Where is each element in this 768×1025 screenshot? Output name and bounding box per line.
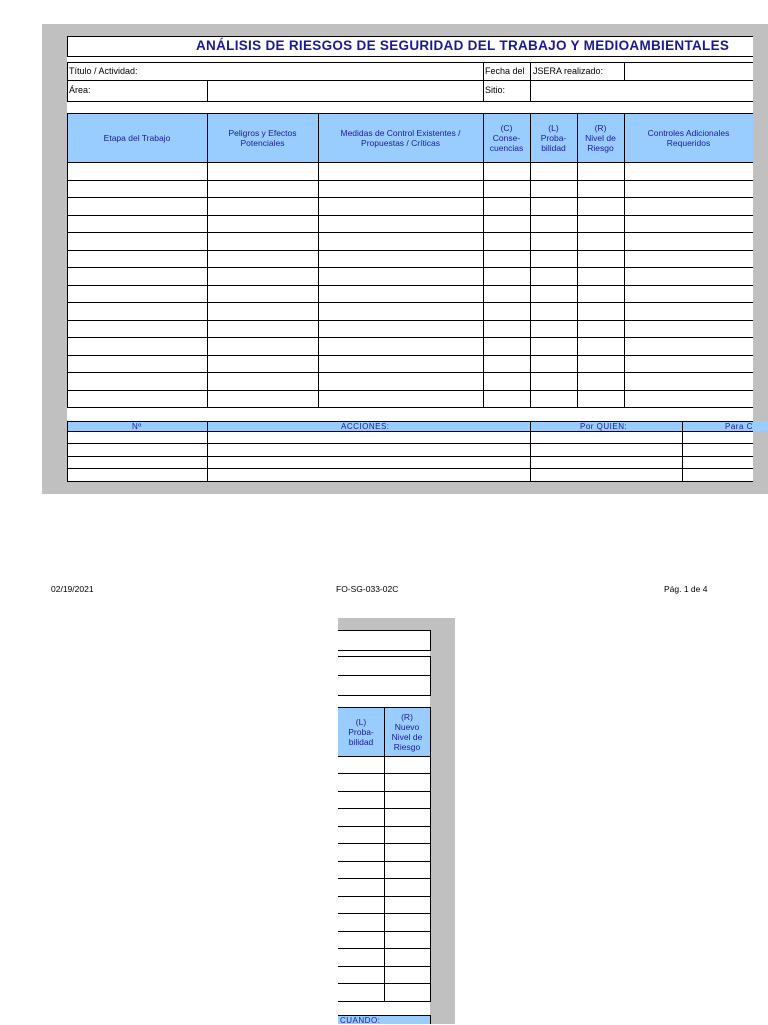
header-consecuencias: (C) Conse- cuencias: [489, 122, 524, 153]
page2-actions-header-cuando: CUANDO:: [340, 1016, 381, 1025]
fecha-del-label: Fecha del: [485, 66, 525, 76]
header-peligros: Peligros y Efectos Potenciales: [228, 127, 297, 148]
page2-header-probabilidad: (L) Proba- bilidad: [348, 716, 374, 747]
sheet-content-top: [67, 36, 753, 482]
actions-table-header: [67, 421, 753, 431]
titulo-actividad-label: Título / Actividad:: [69, 66, 138, 76]
footer-page-number: Pág. 1 de 4: [664, 584, 708, 594]
header-medidas-control: Medidas de Control Existentes / Propuestas / Críticas: [340, 127, 461, 148]
header-nivel-riesgo: (R) Nivel de Riesgo: [585, 122, 616, 153]
header-controles-adicionales: Controles Adicionales Requeridos: [647, 127, 730, 148]
actions-header-por-quien: Por QUIEN:: [580, 422, 628, 431]
header-probabilidad: (L) Proba- bilidad: [540, 122, 567, 153]
sitio-label: Sitio:: [485, 85, 506, 95]
actions-header-numero: Nº: [132, 422, 142, 431]
actions-header-para-cuando: Para C: [725, 422, 753, 431]
jsera-realizado-label: JSERA realizado:: [533, 66, 604, 76]
footer-form-code: FO-SG-033-02C: [336, 584, 399, 594]
actions-header-acciones: ACCIONES:: [341, 422, 390, 431]
document-title: ANÁLISIS DE RIESGOS DE SEGURIDAD DEL TRABAJO Y MEDIOAMBIENTALES: [196, 38, 730, 53]
footer-date: 02/19/2021: [51, 584, 94, 594]
actions-header-overflow: [753, 421, 768, 431]
area-label: Área:: [69, 85, 91, 95]
page2-header-nuevo-nivel-riesgo: (R) Nuevo Nivel de Riesgo: [391, 711, 423, 752]
header-etapa-del-trabajo: Etapa del Trabajo: [103, 132, 171, 143]
